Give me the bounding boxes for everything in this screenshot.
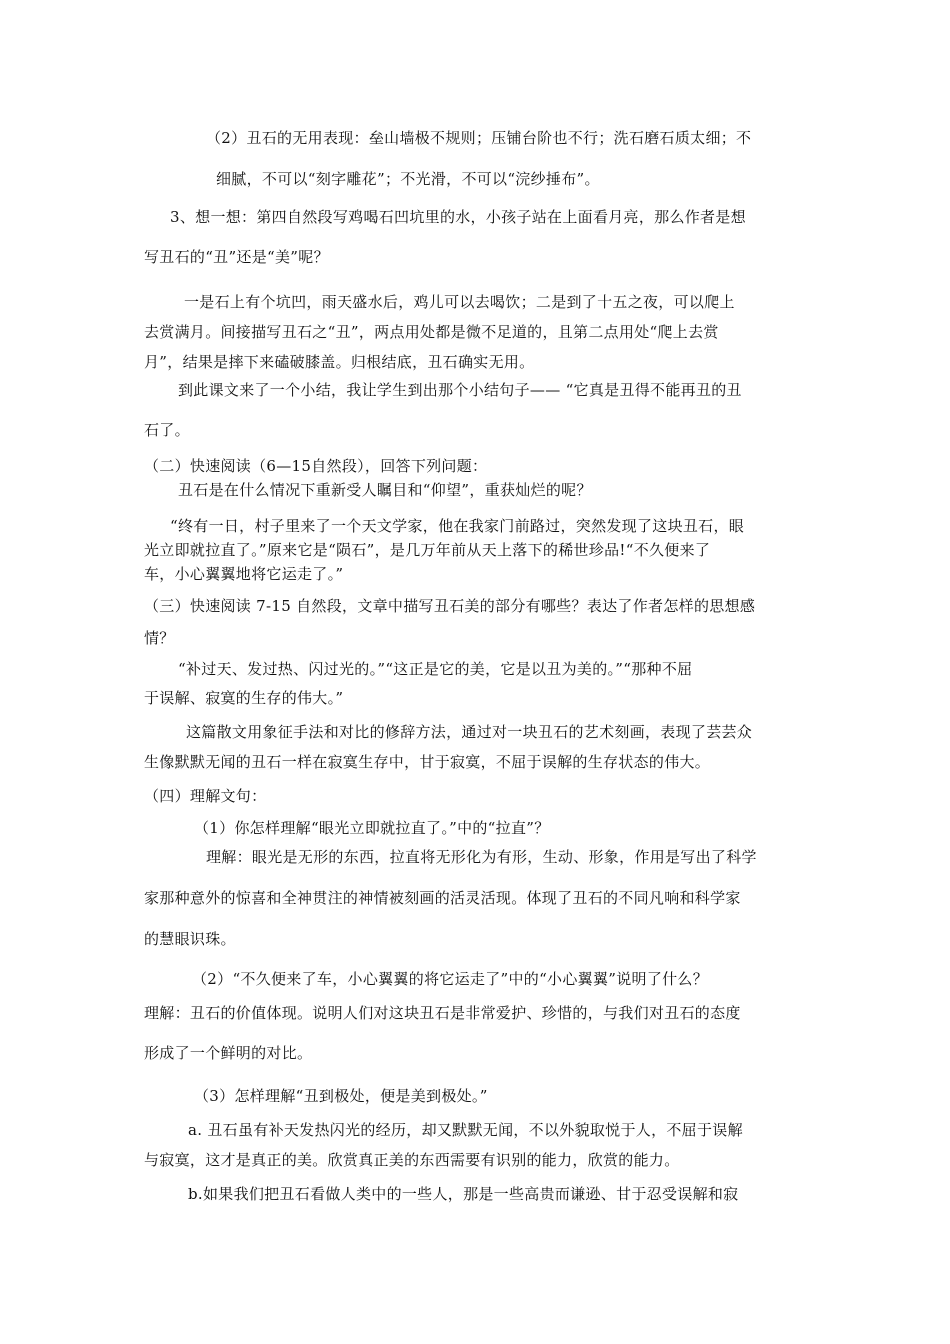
text-line: 丑石是在什么情况下重新受人瞩目和“仰望”，重获灿烂的呢？: [178, 481, 592, 499]
text-line: 石了。: [144, 421, 190, 439]
text-line: （3）怎样理解“丑到极处，便是美到极处。”: [194, 1087, 488, 1105]
text-line: 月”，结果是摔下来磕破膝盖。归根结底，丑石确实无用。: [144, 353, 535, 371]
text-line: （1）你怎样理解“眼光立即就拉直了。”中的“拉直”？: [194, 819, 550, 837]
section-heading: （三）快速阅读 7-15 自然段，文章中描写丑石美的部分有哪些？表达了作者怎样的思想感: [144, 597, 756, 615]
text-line: 理解：眼光是无形的东西，拉直将无形化为有形，生动、形象，作用是写出了科学: [206, 848, 757, 866]
text-line: 情？: [144, 629, 175, 647]
text-line: 车，小心翼翼地将它运走了。”: [144, 565, 344, 583]
text-line: 理解：丑石的价值体现。说明人们对这块丑石是非常爱护、珍惜的，与我们对丑石的态度: [144, 1004, 741, 1022]
text-line: 于误解、寂寞的生存的伟大。”: [144, 689, 344, 707]
section-heading: （四）理解文句：: [144, 787, 267, 805]
text-line: 光立即就拉直了。”原来它是“陨石”，是几万年前从天上落下的稀世珍品!“不久便来了: [144, 541, 711, 559]
text-line: 一是石上有个坑凹，雨天盛水后，鸡儿可以去喝饮；二是到了十五之夜，可以爬上: [184, 293, 735, 311]
text-line: 写丑石的“丑”还是“美”呢？: [144, 248, 329, 266]
text-line: 去赏满月。间接描写丑石之“丑”，两点用处都是微不足道的，且第二点用处“爬上去赏: [144, 323, 719, 341]
text-line: “终有一日，村子里来了一个天文学家，他在我家门前路过，突然发现了这块丑石，眼: [170, 517, 745, 535]
text-line: （2）“不久便来了车，小心翼翼的将它运走了”中的“小心翼翼”说明了什么？: [192, 970, 709, 988]
text-line: 生像默默无闻的丑石一样在寂寞生存中，甘于寂寞，不屈于误解的生存状态的伟大。: [144, 753, 711, 771]
text-line: 到此课文来了一个小结，我让学生到出那个小结句子—— “它真是丑得不能再丑的丑: [178, 381, 742, 399]
text-line: 这篇散文用象征手法和对比的修辞方法，通过对一块丑石的艺术刻画，表现了芸芸众: [186, 723, 753, 741]
text-line: 细腻，不可以“刻字雕花”；不光滑，不可以“浣纱捶布”。: [216, 170, 600, 188]
text-line: （2）丑石的无用表现：垒山墙极不规则；压铺台阶也不行；洗石磨石质太细；不: [206, 129, 752, 147]
text-line: “补过天、发过热、闪过光的。”“这正是它的美，它是以丑为美的。”“那种不屈: [178, 660, 693, 678]
text-line: 3、想一想：第四自然段写鸡喝石凹坑里的水，小孩子站在上面看月亮，那么作者是想: [170, 208, 746, 226]
text-line: 形成了一个鲜明的对比。: [144, 1044, 313, 1062]
text-line: 与寂寞，这才是真正的美。欣赏真正美的东西需要有识别的能力，欣赏的能力。: [144, 1151, 680, 1169]
section-heading: （二）快速阅读（6—15自然段），回答下列问题：: [144, 457, 488, 475]
text-line: a. 丑石虽有补天发热闪光的经历，却又默默无闻，不以外貌取悦于人，不屈于误解: [188, 1121, 743, 1139]
text-line: 的慧眼识珠。: [144, 930, 236, 948]
text-line: 家那种意外的惊喜和全神贯注的神情被刻画的活灵活现。体现了丑石的不同凡响和科学家: [144, 889, 741, 907]
text-line: b.如果我们把丑石看做人类中的一些人，那是一些高贵而谦逊、甘于忍受误解和寂: [188, 1185, 739, 1203]
